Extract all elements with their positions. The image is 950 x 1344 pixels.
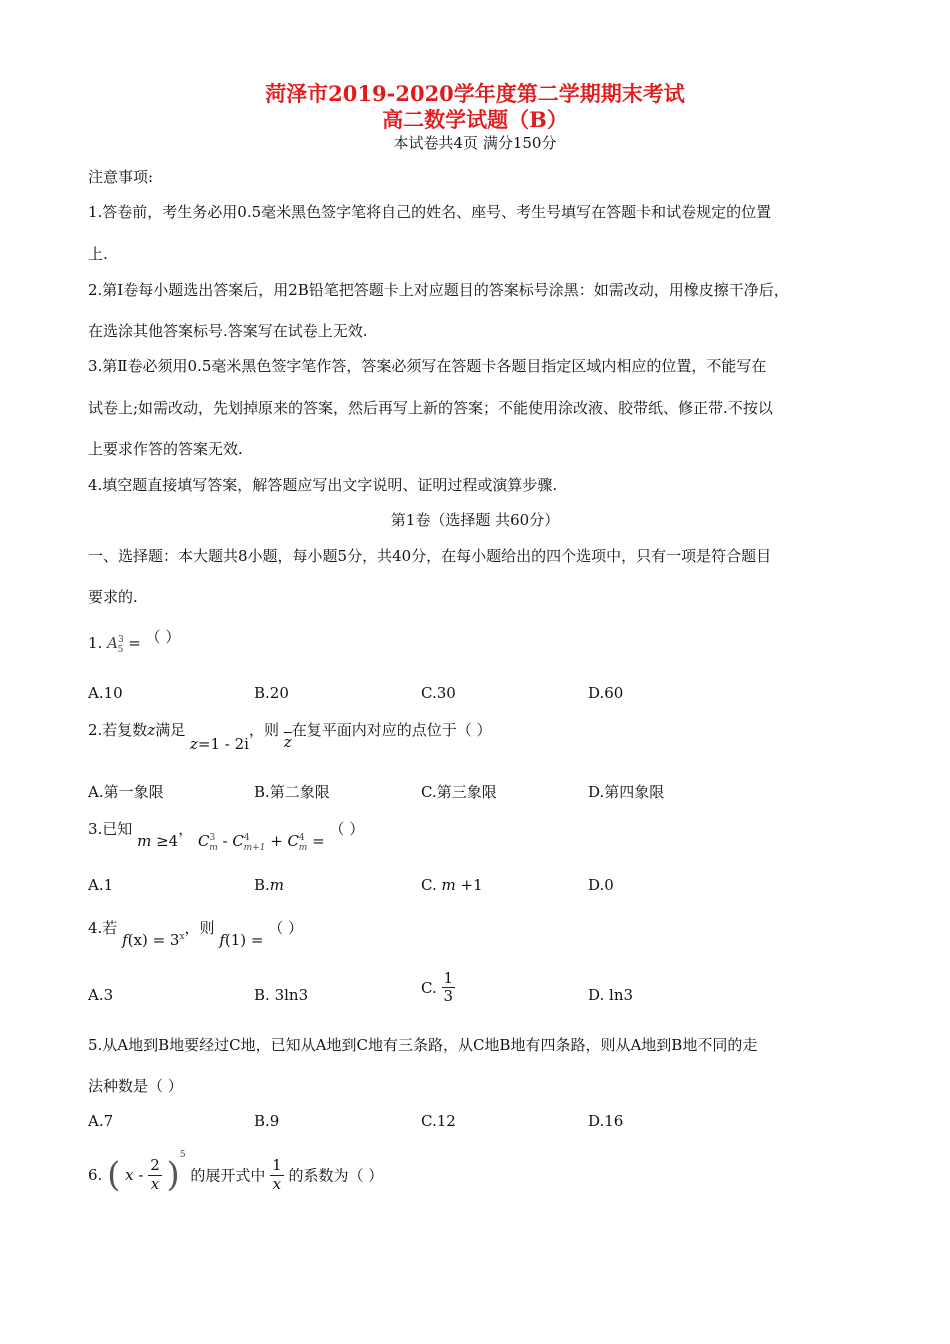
q3-comma: ， — [178, 820, 194, 838]
q3-option-c-label: C. — [421, 876, 437, 894]
q5-option-c: C.12 — [421, 1112, 456, 1130]
q5-option-b: B.9 — [254, 1112, 280, 1130]
q3-option-c-rest: +1 — [455, 876, 483, 894]
q3-option-b-m: m — [269, 876, 285, 894]
q1-option-b: B.20 — [254, 684, 289, 702]
q4-f2: f — [219, 931, 225, 949]
q3-plus: + — [265, 832, 288, 850]
exam-subject-title: 高二数学试题（B） — [382, 107, 568, 132]
q3-answer-paren: （ ） — [329, 820, 365, 838]
q4-lhs: (x) = 3 — [127, 931, 180, 949]
q1-answer-paren: （ ） — [145, 628, 181, 646]
q2-post: 在复平面内对应的点位于 — [291, 721, 457, 739]
q4-f: f — [122, 931, 128, 949]
q4-option-d-expr: ln3 — [609, 986, 634, 1004]
q4-option-c-fraction — [442, 970, 456, 1006]
q2-z: z — [147, 721, 156, 739]
question-3 — [88, 818, 365, 853]
note-2: 2.第Ⅰ卷每小题选出答案后，用2B铅笔把答题卡上对应题目的答案标号涂黑：如需改动，用橡皮擦干净后， — [88, 281, 789, 299]
note-1-cont: 上. — [88, 245, 108, 263]
question-5-cont — [88, 1075, 183, 1096]
q2-option-c: C.第三象限 — [421, 783, 497, 801]
q4-option-d — [588, 986, 633, 1004]
q1-option-a: A.10 — [88, 684, 123, 702]
section-intro-cont: 要求的. — [88, 588, 138, 606]
q4-option-b — [254, 986, 308, 1004]
q2-option-b: B.第二象限 — [254, 783, 330, 801]
q4-option-d-label: D. — [588, 986, 605, 1004]
notes-heading: 注意事项: — [88, 168, 154, 186]
note-3-cont2: 上要求作答的答案无效. — [88, 440, 243, 458]
q6-right-paren: ) — [166, 1155, 180, 1195]
q3-c1: C — [198, 832, 210, 850]
q3-c2-sup: 4 — [243, 833, 250, 843]
q6-frac1-num: 1 — [272, 1156, 282, 1175]
q3-option-d: D.0 — [588, 876, 614, 894]
q4-then: ，则 — [184, 919, 215, 937]
q4-option-a: A.3 — [88, 986, 114, 1004]
q3-c3-sub: m — [298, 843, 308, 853]
q1-arrangement-symbol: A — [107, 634, 118, 652]
exam-title: 菏泽市2019-2020学年度第二学期期末考试 — [265, 81, 685, 106]
q6-post: 的系数为 — [288, 1166, 349, 1185]
note-3-cont: 试卷上;如需改动，先划掉原来的答案，然后再写上新的答案；不能使用涂改液、胶带纸、修正带.不按以 — [88, 399, 773, 417]
q3-c3-sup: 4 — [299, 833, 305, 843]
q3-option-c — [421, 876, 483, 894]
q4-answer-paren: （ ） — [268, 919, 304, 937]
q2-zbar: $\overline{z}$ — [283, 733, 292, 751]
q2-pre: 2.若复数 — [88, 721, 148, 739]
q4-pre: 4.若 — [88, 919, 118, 937]
q1-equals: = — [128, 634, 141, 652]
question-1 — [88, 626, 180, 655]
q1-option-d: D.60 — [588, 684, 624, 702]
q4-rhs: (1) = — [224, 931, 264, 949]
q6-minus: - — [133, 1166, 149, 1184]
q2-option-a: A.第一象限 — [88, 783, 164, 801]
note-1: 1.答卷前，考生务必用0.5毫米黑色签字笔将自己的姓名、座号、考生号填写在答题卡和试卷规定的位置 — [88, 203, 772, 221]
q4-sup: x — [179, 932, 185, 942]
note-4: 4.填空题直接填写答案，解答题应写出文字说明、证明过程或演算步骤. — [88, 476, 558, 494]
q3-option-b — [254, 876, 284, 894]
q2-option-d: D.第四象限 — [588, 783, 665, 801]
q2-eq-expr: =1 - 2i — [197, 735, 249, 753]
q4-option-b-label: B. — [254, 986, 270, 1004]
q2-answer-paren: （ ） — [456, 721, 492, 739]
section-title: 第1卷（选择题 共60分） — [390, 511, 560, 529]
q6-answer-paren: （ ） — [348, 1166, 384, 1185]
q6-fraction-1-over-x — [270, 1157, 284, 1193]
q4-option-c-den: 3 — [443, 987, 454, 1006]
note-2-cont: 在选涂其他答案标号.答案写在试卷上无效. — [88, 322, 368, 340]
q1-option-c: C.30 — [421, 684, 456, 702]
q2-z-eq: z — [190, 735, 198, 753]
q6-fraction-2-over-x — [148, 1157, 162, 1193]
q5-option-d: D.16 — [588, 1112, 624, 1130]
question-5: 5.从A地到B地要经过C地，已知从A地到C地有三条路，从C地B地有四条路，则从A地到B地不同的走 — [88, 1036, 758, 1054]
q3-minus: - — [217, 832, 233, 850]
q1-sub: 5 — [117, 645, 124, 655]
q3-c1-sub: m — [209, 843, 218, 853]
exam-info: 本试卷共4页 满分150分 — [393, 134, 557, 152]
q4-option-b-expr: 3ln3 — [274, 986, 309, 1004]
q5-answer-paren: （ ） — [148, 1077, 183, 1095]
q4-option-c-num: 1 — [443, 969, 454, 987]
q5-option-a: A.7 — [88, 1112, 114, 1130]
q6-power: 5 — [179, 1150, 186, 1160]
q3-c1-sup: 3 — [209, 833, 216, 843]
question-4 — [88, 917, 304, 949]
question-6 — [88, 1150, 383, 1195]
q3-c2-sub: m+1 — [243, 843, 266, 853]
q6-frac1-den: x — [272, 1174, 282, 1193]
q1-number: 1. — [88, 634, 103, 652]
q3-pre: 3.已知 — [88, 820, 133, 838]
q2-then: ，则 — [248, 721, 279, 739]
q3-cond: ≥4 — [151, 832, 179, 850]
q3-c2: C — [232, 832, 244, 850]
q1-sup: 3 — [117, 635, 124, 645]
question-2 — [88, 719, 492, 753]
q3-option-a: A.1 — [88, 876, 114, 894]
q3-c3: C — [287, 832, 300, 850]
q3-equals: = — [307, 832, 325, 850]
q6-x: x — [125, 1166, 134, 1184]
section-intro: 一、选择题：本大题共8小题，每小题5分，共40分，在每小题给出的四个选项中，只有一项是符合题目 — [88, 547, 772, 565]
q6-number: 6. — [88, 1166, 103, 1184]
q3-option-c-m: m — [441, 876, 456, 894]
q6-left-paren: ( — [107, 1155, 121, 1195]
q3-m: m — [137, 832, 152, 850]
note-3: 3.第Ⅱ卷必须用0.5毫米黑色签字笔作答，答案必须写在答题卡各题目指定区域内相应的位置，不能写在 — [88, 357, 767, 375]
q4-option-c — [421, 970, 455, 1006]
q6-mid: 的展开式中 — [190, 1166, 266, 1185]
q4-option-c-label: C. — [421, 978, 437, 997]
q3-option-b-label: B. — [254, 876, 270, 894]
q6-frac-num: 2 — [150, 1156, 160, 1175]
q6-frac-den: x — [150, 1174, 160, 1193]
q5-line-b: 法种数是 — [88, 1077, 149, 1095]
q2-mid: 满足 — [155, 721, 186, 739]
